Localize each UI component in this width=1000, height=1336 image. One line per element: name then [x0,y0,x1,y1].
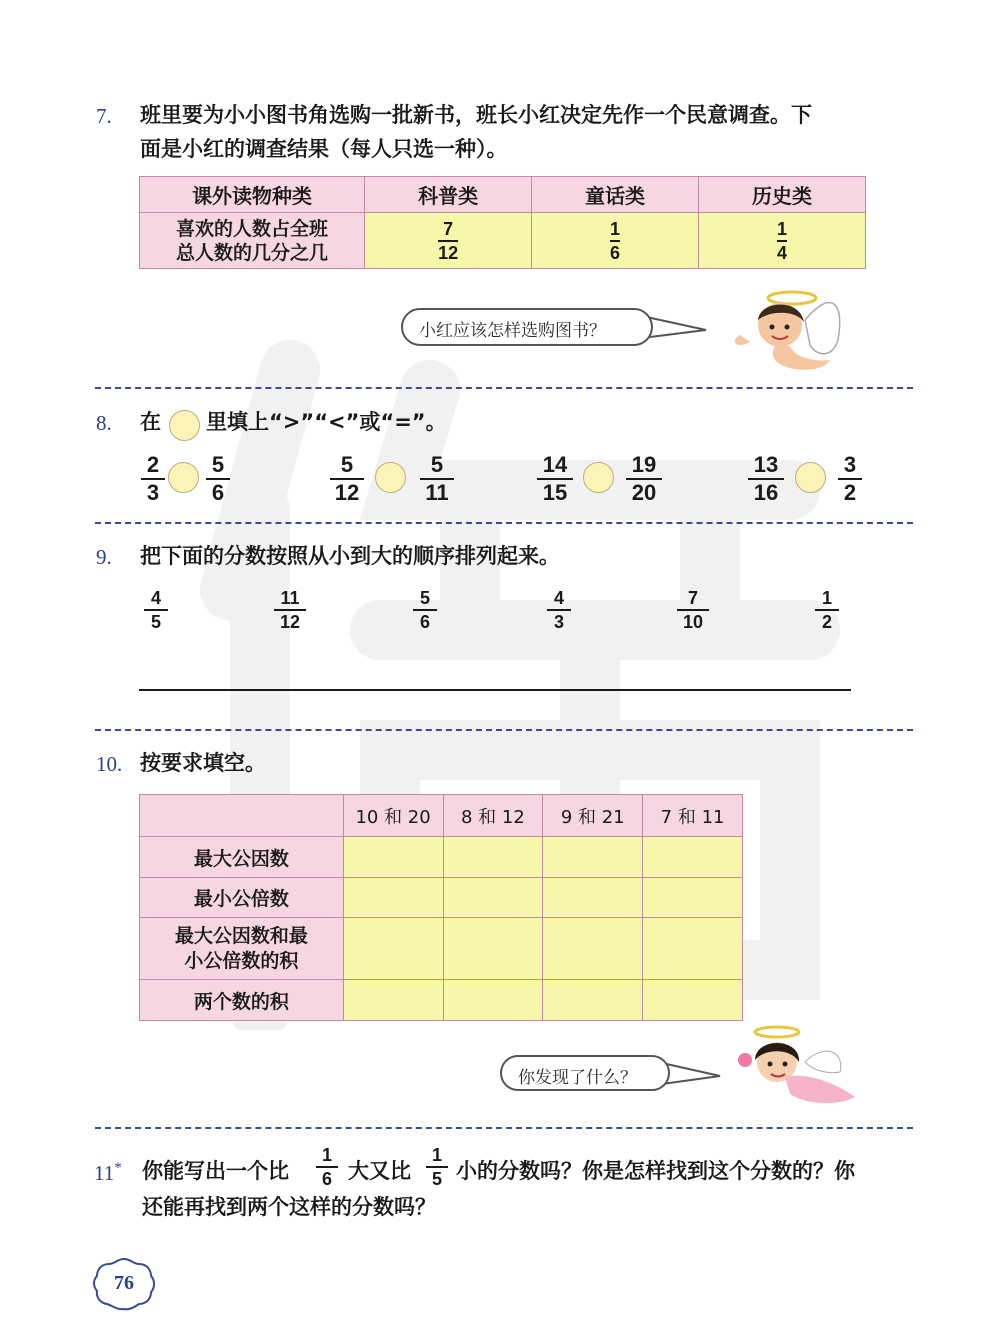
question-11-part2: 大又比 [348,1159,411,1183]
fraction: 5 6 [413,589,437,631]
compare-circle[interactable] [795,462,826,493]
column-header: 10 和 20 [343,795,443,837]
question-11-part1: 你能写出一个比 [142,1159,289,1183]
compare-circle[interactable] [168,462,199,493]
survey-value-science: $\frac{7}{12}$ [365,213,532,269]
question-9-text: 把下面的分数按照从小到大的顺序排列起来。 [140,544,560,568]
survey-value-history: $\frac{1}{4}$ [699,213,866,269]
survey-header-science: 科普类 [365,177,532,213]
answer-cell[interactable] [643,837,743,878]
compare-circle[interactable] [375,462,406,493]
answer-cell[interactable] [543,878,643,918]
page-number: 76 [114,1272,134,1294]
answer-cell[interactable] [443,878,543,918]
compare-circle-example [169,410,200,441]
column-header: 9 和 21 [543,795,643,837]
answer-cell[interactable] [343,878,443,918]
speech-bubble-q10: 你发现了什么？ [500,1055,670,1091]
question-10-text: 按要求填空。 [140,751,266,775]
fraction: 1 6 [316,1146,338,1188]
fraction: 3 2 [838,454,862,504]
fraction: 4 3 [547,589,571,631]
column-header: 8 和 12 [443,795,543,837]
answer-cell[interactable] [643,878,743,918]
fraction: 19 20 [626,454,662,504]
survey-header-history: 历史类 [699,177,866,213]
question-7-line1: 班里要为小小图书角选购一批新书，班长小红决定先作一个民意调查。下 [140,103,812,127]
question-7-text [140,98,920,166]
fraction: 5 11 [420,454,454,504]
survey-table [139,176,866,269]
compare-circle[interactable] [583,462,614,493]
divider [95,522,913,524]
column-header: 7 和 11 [643,795,743,837]
answer-cell[interactable] [543,918,643,980]
survey-row-label: 喜欢的人数占全班 总人数的几分之几 [140,213,365,269]
answer-cell[interactable] [343,918,443,980]
question-8-prefix: 在 [140,410,161,434]
question-9-number: 9. [96,545,112,569]
row-label-gcd-times-lcm: 最大公因数和最 小公倍数的积 [140,918,344,980]
row-label-lcm: 最小公倍数 [140,878,344,918]
row-label-gcd: 最大公因数 [140,837,344,878]
divider [95,387,913,389]
answer-cell[interactable] [343,837,443,878]
question-11-part3: 小的分数吗？你是怎样找到这个分数的？你 [456,1159,855,1183]
answer-cell[interactable] [443,980,543,1021]
question-8-text: 里填上“>”“<”或“=”。 [206,410,447,434]
fraction: 4 5 [144,589,168,631]
answer-cell[interactable] [643,918,743,980]
fraction: 1 5 [426,1146,448,1188]
divider [95,1127,913,1129]
survey-value-fairy-tale: $\frac{1}{6}$ [532,213,699,269]
speech-bubble-q7: 小红应该怎样选购图书？ [401,308,653,346]
answer-cell[interactable] [343,980,443,1021]
survey-header-category: 课外读物种类 [140,177,365,213]
answer-cell[interactable] [643,980,743,1021]
fraction: 5 12 [330,454,364,504]
question-10-number: 10. [96,752,123,776]
question-8-number: 8. [96,411,112,435]
answer-cell[interactable] [543,837,643,878]
angel-illustration [720,280,850,380]
survey-header-fairy-tale: 童话类 [532,177,699,213]
question-11-line2: 还能再找到两个这样的分数吗？ [142,1195,436,1219]
fraction: 2 3 [141,454,165,504]
fraction: 1 2 [815,589,839,631]
divider [95,729,913,731]
question-7-number: 7. [96,104,112,128]
angel-girl-illustration [735,1022,865,1112]
gcd-lcm-table [139,794,743,1021]
answer-cell[interactable] [443,918,543,980]
question-7-line2: 面是小红的调查结果（每人只选一种）。 [140,137,508,161]
row-label-product: 两个数的积 [140,980,344,1021]
fraction: 5 6 [206,454,230,504]
answer-cell[interactable] [443,837,543,878]
fraction: 7 10 [677,589,709,631]
answer-cell[interactable] [543,980,643,1021]
fraction: 11 12 [274,589,306,631]
table-corner [140,795,344,837]
fraction: 13 16 [748,454,784,504]
fraction: 14 15 [537,454,573,504]
question-11-number: 11* [94,1160,122,1185]
answer-line[interactable] [139,689,851,691]
